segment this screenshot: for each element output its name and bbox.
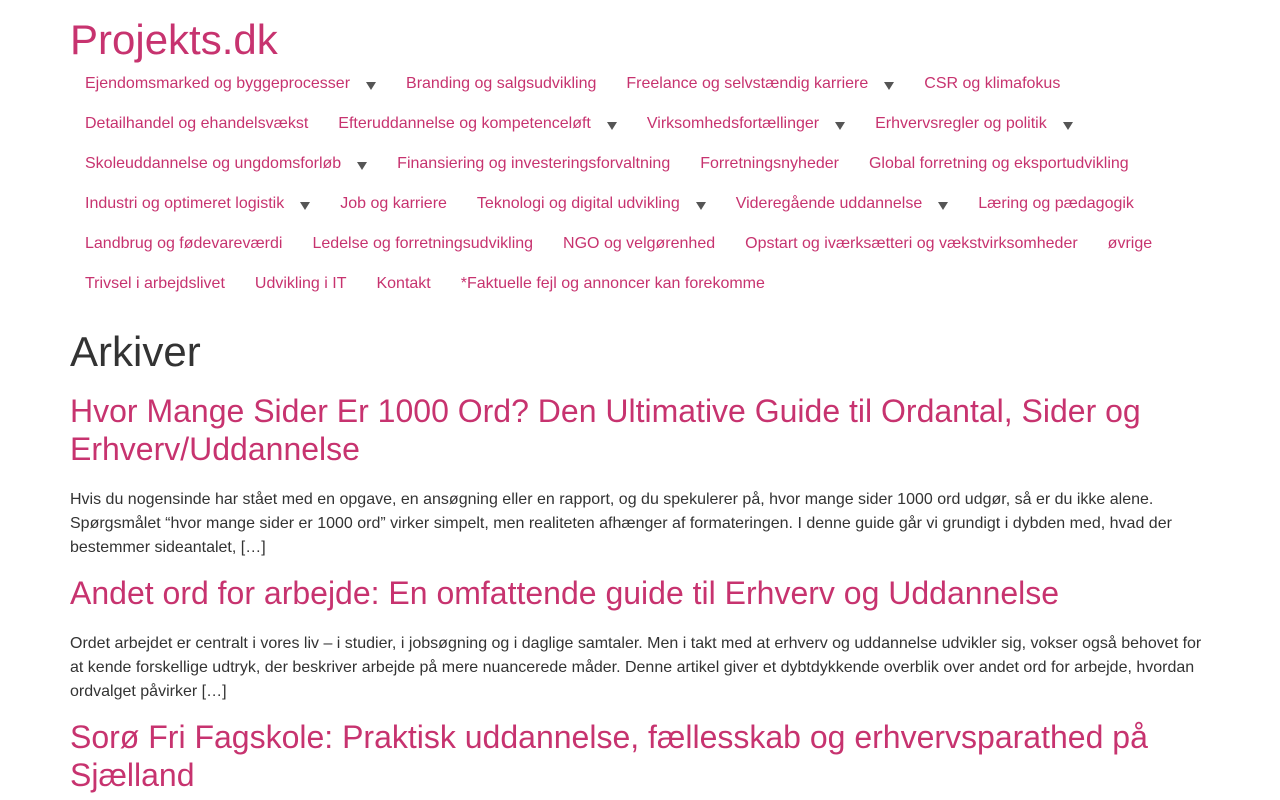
nav-link[interactable]: øvrige <box>1107 235 1153 252</box>
nav-item[interactable] <box>70 224 297 264</box>
nav-link[interactable]: *Faktuelle fejl og annoncer kan forekomme <box>460 275 765 292</box>
nav-link[interactable]: Ledelse og forretningsudvikling <box>312 235 534 252</box>
nav-link[interactable]: Kontakt <box>376 275 431 292</box>
post-item <box>70 574 1210 704</box>
nav-item[interactable] <box>382 144 685 184</box>
nav-item[interactable] <box>611 64 909 104</box>
nav-item[interactable] <box>730 224 1093 264</box>
nav-item[interactable] <box>391 64 611 104</box>
nav-link[interactable]: Virksomhedsfortællinger <box>646 115 820 132</box>
caret-down-icon[interactable] <box>835 122 845 130</box>
nav-link[interactable]: CSR og klimafokus <box>924 75 1061 92</box>
nav-link[interactable]: Landbrug og fødevareværdi <box>85 235 283 252</box>
post-item <box>70 392 1210 560</box>
post-excerpt: Ordet arbejdet er centralt i vores liv – i studier, i jobsøgning og i daglige samtaler. Men i takt med at erhverv og uddannelse udvikler sig, vokser også behovet for at kende forskellige udtryk, der beskriver arbejde på mere nuancerede måder. Denne artikel giver et dybtdykkende overblik over andet ord for arbejde, hvordan ordvalget påvirker […] <box>70 635 1202 700</box>
nav-item[interactable] <box>325 184 462 224</box>
caret-down-icon[interactable] <box>366 82 376 90</box>
nav-item[interactable] <box>721 184 964 224</box>
nav-item[interactable] <box>548 224 730 264</box>
archive-title: Arkiver <box>70 328 201 375</box>
nav-link[interactable]: Branding og salgsudvikling <box>406 75 597 92</box>
nav-item[interactable] <box>361 264 445 304</box>
nav-link[interactable]: Finansiering og investeringsforvaltning <box>397 155 671 172</box>
nav-link[interactable]: Videregående uddannelse <box>735 195 923 212</box>
caret-down-icon[interactable] <box>607 122 617 130</box>
nav-item[interactable] <box>70 104 323 144</box>
nav-item[interactable] <box>323 104 632 144</box>
nav-link[interactable]: Global forretning og eksportudvikling <box>868 155 1129 172</box>
nav-item[interactable] <box>909 64 1075 104</box>
nav-link[interactable]: NGO og velgørenhed <box>563 235 716 252</box>
nav-item[interactable] <box>685 144 854 184</box>
post-item <box>70 718 1210 794</box>
nav-link[interactable]: Efteruddannelse og kompetenceløft <box>338 115 591 132</box>
post-title-link[interactable]: Hvor Mange Sider Er 1000 Ord? Den Ultimative Guide til Ordantal, Sider og Erhverv/Uddannelse <box>70 393 1141 467</box>
nav-item[interactable] <box>70 64 391 104</box>
caret-down-icon[interactable] <box>357 162 367 170</box>
caret-down-icon[interactable] <box>938 202 948 210</box>
post-title-link[interactable]: Sorø Fri Fagskole: Praktisk uddannelse, fællesskab og erhvervsparathed på Sjælland <box>70 719 1148 793</box>
nav-link[interactable]: Opstart og iværksætteri og vækstvirksomheder <box>745 235 1078 252</box>
main-navigation <box>70 64 1210 304</box>
main-content <box>70 326 1210 794</box>
nav-link[interactable]: Industri og optimeret logistik <box>85 195 285 212</box>
nav-link[interactable]: Detailhandel og ehandelsvækst <box>85 115 309 132</box>
nav-link[interactable]: Freelance og selvstændig karriere <box>626 75 869 92</box>
nav-item[interactable] <box>446 264 780 304</box>
nav-item[interactable] <box>240 264 362 304</box>
nav-link[interactable]: Job og karriere <box>340 195 447 212</box>
nav-item[interactable] <box>297 224 548 264</box>
nav-item[interactable] <box>70 264 240 304</box>
nav-link[interactable]: Teknologi og digital udvikling <box>476 195 680 212</box>
nav-item[interactable] <box>860 104 1088 144</box>
nav-item[interactable] <box>854 144 1144 184</box>
caret-down-icon[interactable] <box>1063 122 1073 130</box>
caret-down-icon[interactable] <box>884 82 894 90</box>
nav-item[interactable] <box>963 184 1149 224</box>
nav-item[interactable] <box>1093 224 1167 264</box>
nav-item[interactable] <box>70 144 382 184</box>
caret-down-icon[interactable] <box>300 202 310 210</box>
nav-link[interactable]: Trivsel i arbejdslivet <box>85 275 225 292</box>
nav-item[interactable] <box>70 184 325 224</box>
caret-down-icon[interactable] <box>696 202 706 210</box>
site-title-link[interactable]: Projekts.dk <box>70 16 278 63</box>
nav-item[interactable] <box>632 104 860 144</box>
nav-link[interactable]: Læring og pædagogik <box>978 195 1134 212</box>
post-excerpt: Hvis du nogensinde har stået med en opgave, en ansøgning eller en rapport, og du spekulerer på, hvor mange sider 1000 ord udgør, så er du ikke alene. Spørgsmålet “hvor mange sider er 1000 ord” virker simpelt, men realiteten afhænger af formateringen. I denne guide går vi grundigt i dybden med, hvad der bestemmer sideantalet, […] <box>70 491 1172 556</box>
nav-item[interactable] <box>462 184 721 224</box>
nav-link[interactable]: Forretningsnyheder <box>700 155 839 172</box>
nav-link[interactable]: Skoleuddannelse og ungdomsforløb <box>85 155 342 172</box>
post-title-link[interactable]: Andet ord for arbejde: En omfattende guide til Erhverv og Uddannelse <box>70 575 1060 611</box>
nav-link[interactable]: Erhvervsregler og politik <box>875 115 1047 132</box>
nav-link[interactable]: Udvikling i IT <box>254 275 347 292</box>
nav-link[interactable]: Ejendomsmarked og byggeprocesser <box>85 75 351 92</box>
